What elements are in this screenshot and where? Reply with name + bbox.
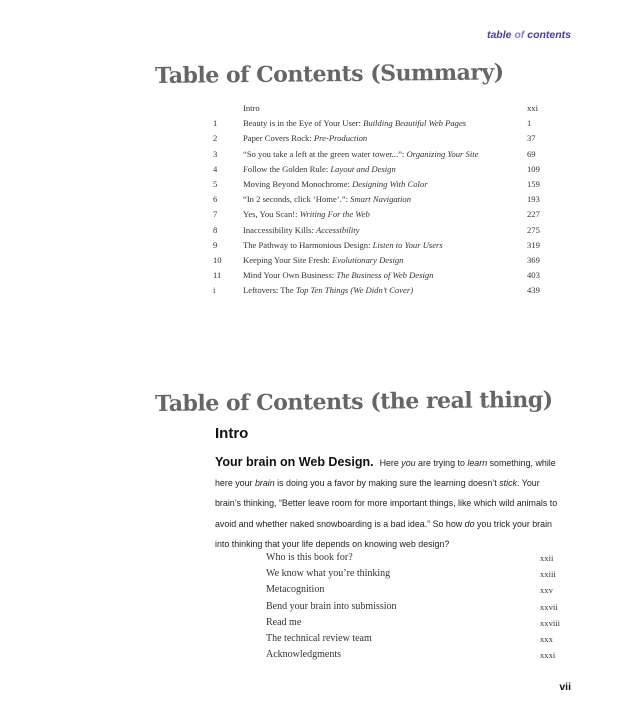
page-number: xxv	[540, 585, 553, 596]
intro-paragraph: Your brain on Web Design. Here you are trying to learn something, while here your brain is doing you a favor by making sure the learning doesn’t stick. Your brain’s thinking, “Better leave room for more important things, like which wild animals to avoid and whether naked snowboarding is a bad idea.” So how do you trick your brain into thinking that your life depends on knowing web design?	[215, 455, 558, 549]
intro-lead: Your brain on Web Design.	[215, 455, 374, 469]
page-number: 369	[527, 254, 540, 265]
chapter-title: Paper Covers Rock: Pre-Production	[243, 133, 368, 144]
chapter-title: Follow the Golden Rule: Layout and Design	[243, 163, 396, 174]
chapter-number: 9	[213, 239, 218, 250]
toc-row	[213, 207, 553, 222]
chapter-number: 1	[213, 118, 218, 129]
chapter-title: “So you take a left at the green water tower...”: Organizing Your Site	[243, 148, 479, 159]
page-number: 439	[527, 285, 540, 296]
intro-toc-row	[266, 550, 562, 566]
summary-title: Table of Contents (Summary)	[154, 59, 504, 89]
section-title: Read me	[266, 616, 302, 628]
intro-toc	[266, 550, 562, 663]
chapter-number: 5	[213, 178, 218, 189]
toc-row	[213, 192, 553, 207]
page-number: 403	[527, 270, 540, 281]
page-folio: vii	[559, 681, 571, 693]
section-title: Bend your brain into submission	[266, 600, 397, 612]
intro-toc-row	[266, 566, 562, 582]
chapter-number	[213, 101, 243, 116]
page-number: xxviii	[540, 617, 561, 628]
toc-row	[213, 147, 553, 162]
section-title: Metacognition	[266, 584, 325, 596]
chapter-title: Mind Your Own Business: The Business of Web Design	[243, 270, 434, 281]
running-head-word: contents	[527, 29, 571, 41]
running-head-word: table	[486, 29, 512, 41]
chapter-title: Leftovers: The Top Ten Things (We Didn’t Cover)	[243, 285, 414, 296]
chapter-number: 11	[213, 270, 222, 281]
section-title: The technical review team	[266, 632, 372, 644]
page-number: xxx	[540, 633, 553, 644]
page-number: xxvii	[540, 601, 558, 612]
running-head-word: of	[514, 29, 525, 41]
chapter-number: 7	[213, 209, 218, 220]
chapter-title: Keeping Your Site Fresh: Evolutionary Design	[243, 254, 404, 265]
chapter-title: “In 2 seconds, click ‘Home’.”: Smart Navigation	[243, 194, 412, 205]
section-title: Acknowledgments	[266, 649, 341, 661]
chapter-number: 6	[213, 194, 218, 205]
toc-row	[213, 101, 553, 116]
toc-row	[213, 131, 553, 146]
chapter-number: 10	[213, 254, 222, 265]
toc-row	[213, 253, 553, 268]
page-number: 319	[527, 239, 540, 250]
chapter-number: 2	[213, 133, 218, 144]
chapter-title: Yes, You Scan!: Writing For the Web	[243, 209, 370, 220]
toc-row	[213, 162, 553, 177]
toc-row	[213, 223, 553, 238]
real-title: Table of Contents (the real thing)	[154, 386, 553, 417]
page-number: 159	[527, 178, 540, 189]
page-number: 37	[527, 133, 536, 144]
page-number: xxxi	[540, 650, 556, 661]
section-title: We know what you’re thinking	[266, 568, 391, 580]
chapter-title: Beauty is in the Eye of Your User: Building Beautiful Web Pages	[243, 118, 467, 129]
toc-row	[213, 116, 553, 131]
intro-toc-row	[266, 599, 562, 615]
page-number: 1	[527, 118, 532, 129]
page-number: xxi	[527, 103, 538, 113]
intro-heading: Intro	[215, 425, 249, 442]
toc-row	[213, 283, 553, 298]
running-head	[487, 29, 571, 41]
intro-toc-row	[266, 647, 562, 663]
intro-toc-row	[266, 631, 562, 647]
intro-toc-row	[266, 582, 562, 598]
page-number: xxii	[540, 553, 554, 563]
page-number: xxiii	[540, 569, 556, 580]
chapter-title: Moving Beyond Monochrome: Designing With Color	[243, 178, 428, 189]
intro-toc-row	[266, 615, 562, 631]
chapter-number: 8	[213, 224, 218, 235]
page-number: 69	[527, 148, 536, 159]
page-number: 193	[527, 194, 540, 205]
chapter-title: Inaccessibility Kills: Accessibility	[243, 224, 360, 235]
toc-row	[213, 268, 553, 283]
toc-row	[213, 177, 553, 192]
chapter-number: 3	[213, 148, 218, 159]
section-title: Who is this book for?	[266, 552, 353, 563]
page-number: 275	[527, 224, 540, 235]
page-number: 109	[527, 163, 540, 174]
toc-row	[213, 238, 553, 253]
chapter-title: The Pathway to Harmonious Design: Listen to Your Users	[243, 239, 443, 250]
chapter-number: 4	[213, 163, 218, 174]
chapter-title: Intro	[243, 103, 260, 113]
page-number: 227	[527, 209, 540, 220]
summary-toc	[213, 101, 553, 298]
chapter-number: i	[213, 285, 216, 296]
